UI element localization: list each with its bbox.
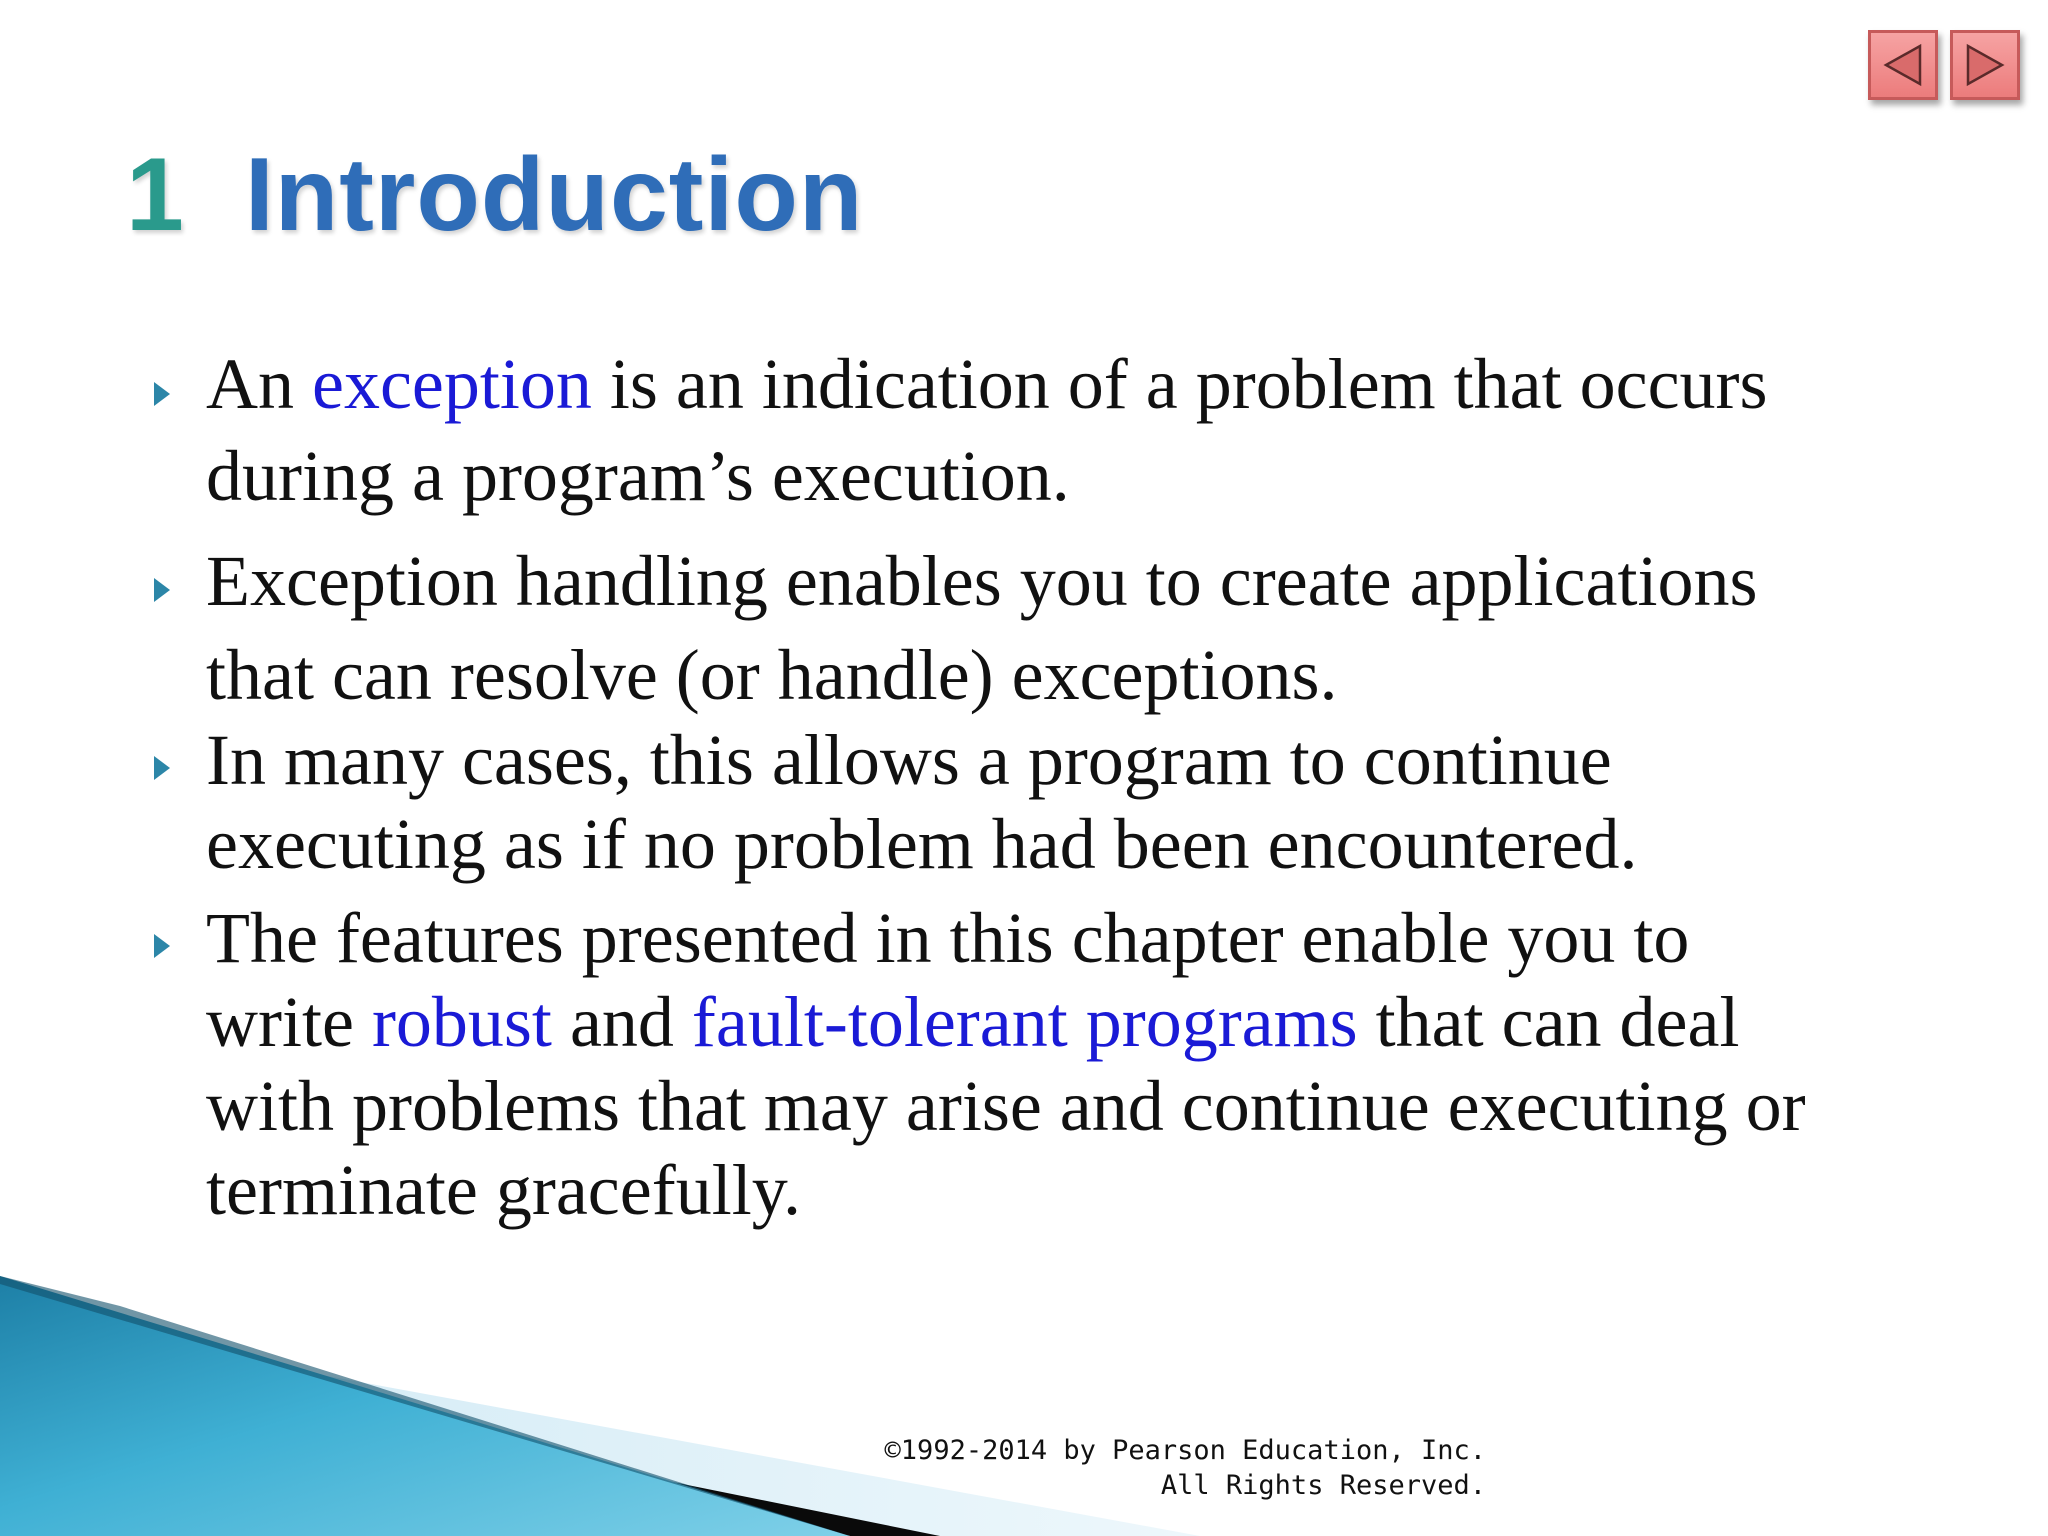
bullet-item [146,896,1946,1232]
bullet-list [146,338,1946,1232]
bullet-text: and [551,982,692,1062]
bullet-line: terminate gracefully. [206,1150,802,1230]
title-text: Introduction [244,136,864,253]
bullet-line: In many cases, this allows a program to continue [206,720,1612,800]
bullet-item [146,718,1946,886]
bullet-arrow-icon [154,756,170,780]
bullet-text: is an indication of a problem that occurs [591,344,1768,424]
bullet-text: An [206,344,312,424]
rights-line: All Rights Reserved. [1160,1470,1486,1501]
highlight-term: fault-tolerant programs [691,982,1358,1062]
bullet-item [146,338,1946,522]
copyright-notice [885,1433,1486,1503]
bullet-text: write [206,982,372,1062]
slide-title [126,130,863,260]
bullet-line: during a program’s execution. [206,436,1070,516]
bullet-line: Exception handling enables you to create applications [206,541,1758,621]
title-number: 1 [126,136,185,253]
previous-slide-button[interactable] [1868,30,1938,100]
bullet-line: The features presented in this chapter enable you to [206,898,1690,978]
bullet-line: that can resolve (or handle) exceptions. [206,635,1338,715]
left-triangle-icon [1880,42,1926,88]
bullet-arrow-icon [154,934,170,958]
right-triangle-icon [1962,42,2008,88]
bullet-item [146,534,1946,722]
bullet-arrow-icon [154,382,170,406]
bullet-line [206,338,1946,430]
highlight-term: robust [371,982,552,1062]
bullet-text: that can deal [1357,982,1740,1062]
highlight-term: exception [312,344,592,424]
slide-navigation [1868,30,2020,100]
bullet-arrow-icon [154,578,170,602]
bullet-line [206,980,1946,1064]
bullet-line: executing as if no problem had been encountered. [206,804,1638,884]
next-slide-button[interactable] [1950,30,2020,100]
bullet-line: with problems that may arise and continue executing or [206,1066,1806,1146]
copyright-line: ©1992-2014 by Pearson Education, Inc. [884,1435,1486,1466]
